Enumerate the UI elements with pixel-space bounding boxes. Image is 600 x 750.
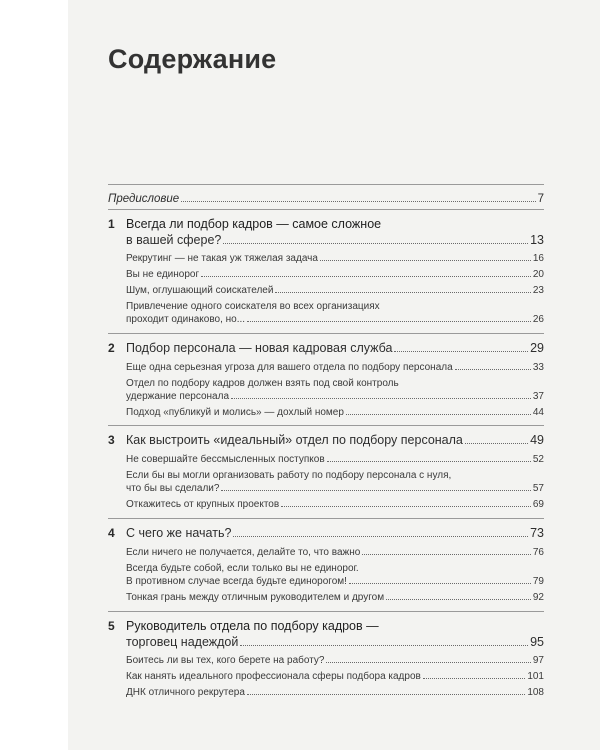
entry-label: Тонкая грань между отличным руководителем и другом [126, 591, 385, 603]
toc-entry [126, 498, 544, 511]
entry-page: 33 [532, 361, 544, 373]
entry-label: Как нанять идеального профессионала сферы подбора кадров [126, 671, 421, 682]
leader-dots [240, 645, 528, 646]
entry-label: Откажитесь от крупных проектов [126, 498, 280, 510]
toc-chapter-1 [108, 209, 544, 326]
toc-entry [126, 300, 544, 326]
toc-entry [126, 654, 544, 667]
chapter-number: 4 [108, 526, 115, 540]
leader-dots [423, 678, 525, 679]
chapter-title: Как выстроить «идеальный» отдел по подбору персонала [126, 433, 463, 447]
toc-entry [126, 546, 544, 559]
chapter-page: 73 [530, 526, 544, 540]
leader-dots [455, 369, 531, 370]
leader-dots [201, 276, 531, 277]
leader-dots [247, 694, 525, 695]
preface-page: 7 [537, 193, 544, 205]
toc-entry [126, 562, 544, 588]
leader-dots [233, 536, 528, 537]
toc-entry [126, 591, 544, 604]
chapter-number: 1 [108, 217, 115, 231]
entry-page: 76 [532, 546, 544, 558]
entry-label: Подход «публикуй и молись» — дохлый номер [126, 406, 344, 418]
leader-dots [247, 321, 531, 322]
toc-entry [126, 252, 544, 265]
entry-page: 97 [532, 655, 544, 666]
page-title: Содержание [108, 44, 277, 74]
entry-label: Рекрутинг — не такая уж тяжелая задача [126, 253, 318, 264]
divider [108, 184, 544, 185]
entry-label: Отдел по подбору кадров должен взять под свой контроль [126, 377, 399, 389]
entry-label: Если ничего не получается, делайте то, что важно [126, 546, 361, 558]
entry-page: 101 [527, 671, 544, 682]
entry-label-cont: В противном случае всегда будьте единорогом! [126, 575, 347, 587]
entry-page: 26 [532, 314, 544, 325]
toc-chapter-4 [108, 518, 544, 604]
divider [108, 333, 544, 334]
entry-label: Шум, оглушающий соискателей [126, 285, 274, 296]
entry-label: Боитесь ли вы тех, кого берете на работу? [126, 655, 325, 666]
chapter-page: 13 [530, 232, 544, 247]
entry-label: Не совершайте бессмысленных поступков [126, 453, 325, 465]
divider [108, 518, 544, 519]
preface-label: Предисловие [108, 193, 180, 205]
leader-dots [221, 490, 530, 491]
chapter-number: 2 [108, 341, 115, 355]
toc-entry [126, 406, 544, 419]
toc-entry [126, 453, 544, 466]
book-page [68, 0, 600, 750]
entry-page: 52 [532, 453, 544, 465]
entry-page: 69 [532, 498, 544, 510]
entry-page: 108 [527, 687, 544, 698]
leader-dots [275, 292, 530, 293]
leader-dots [320, 260, 531, 261]
chapter-title: Руководитель отдела по подбору кадров — [126, 619, 379, 633]
chapter-number: 5 [108, 619, 115, 633]
divider [108, 425, 544, 426]
leader-dots [281, 506, 531, 507]
leader-dots [349, 583, 531, 584]
leader-dots [223, 243, 528, 244]
toc-chapter-5 [108, 611, 544, 699]
toc-chapter-3 [108, 425, 544, 511]
divider [108, 611, 544, 612]
leader-dots [465, 443, 528, 444]
chapter-page: 29 [530, 341, 544, 355]
entry-label: Всегда будьте собой, если только вы не единорог. [126, 562, 359, 574]
toc-entry [126, 469, 544, 495]
toc-entry [126, 268, 544, 281]
entry-page: 23 [532, 285, 544, 296]
toc-entry [126, 670, 544, 683]
entry-page: 44 [532, 406, 544, 418]
chapter-title-cont: в вашей сфере? [126, 232, 222, 247]
chapter-title: Подбор персонала — новая кадровая служба [126, 341, 393, 355]
entry-page: 20 [532, 269, 544, 280]
toc-chapter-2 [108, 333, 544, 419]
leader-dots [394, 351, 528, 352]
entry-label: ДНК отличного рекрутера [126, 687, 245, 698]
entry-label: Вы не единорог [126, 269, 200, 280]
chapter-number: 3 [108, 433, 115, 447]
leader-dots [386, 599, 531, 600]
chapter-page: 95 [530, 634, 544, 649]
leader-dots [327, 461, 531, 462]
leader-dots [346, 414, 531, 415]
entry-label: Если бы вы могли организовать работу по подбору персонала с нуля, [126, 469, 452, 481]
leader-dots [231, 398, 531, 399]
entry-page: 37 [532, 390, 544, 402]
entry-page: 92 [532, 591, 544, 603]
leader-dots [181, 201, 535, 202]
entry-label-cont: удержание персонала [126, 390, 230, 402]
chapter-title: С чего же начать? [126, 526, 232, 540]
entry-label: Еще одна серьезная угроза для вашего отдела по подбору персонала [126, 361, 453, 373]
toc-preface [108, 184, 544, 206]
leader-dots [362, 554, 531, 555]
chapter-page: 49 [530, 433, 544, 447]
entry-label-cont: проходит одинаково, но... [126, 314, 246, 325]
entry-label-cont: что бы вы сделали? [126, 482, 220, 494]
toc-entry [126, 361, 544, 374]
entry-page: 57 [532, 482, 544, 494]
entry-page: 16 [532, 253, 544, 264]
divider [108, 209, 544, 210]
leader-dots [326, 662, 530, 663]
toc-entry [126, 377, 544, 403]
toc-entry [126, 284, 544, 297]
toc-entry [126, 686, 544, 699]
chapter-title: Всегда ли подбор кадров — самое сложное [126, 217, 382, 231]
chapter-title-cont: торговец надеждой [126, 634, 239, 649]
entry-page: 79 [532, 575, 544, 587]
entry-label: Привлечение одного соискателя во всех организациях [126, 301, 380, 312]
